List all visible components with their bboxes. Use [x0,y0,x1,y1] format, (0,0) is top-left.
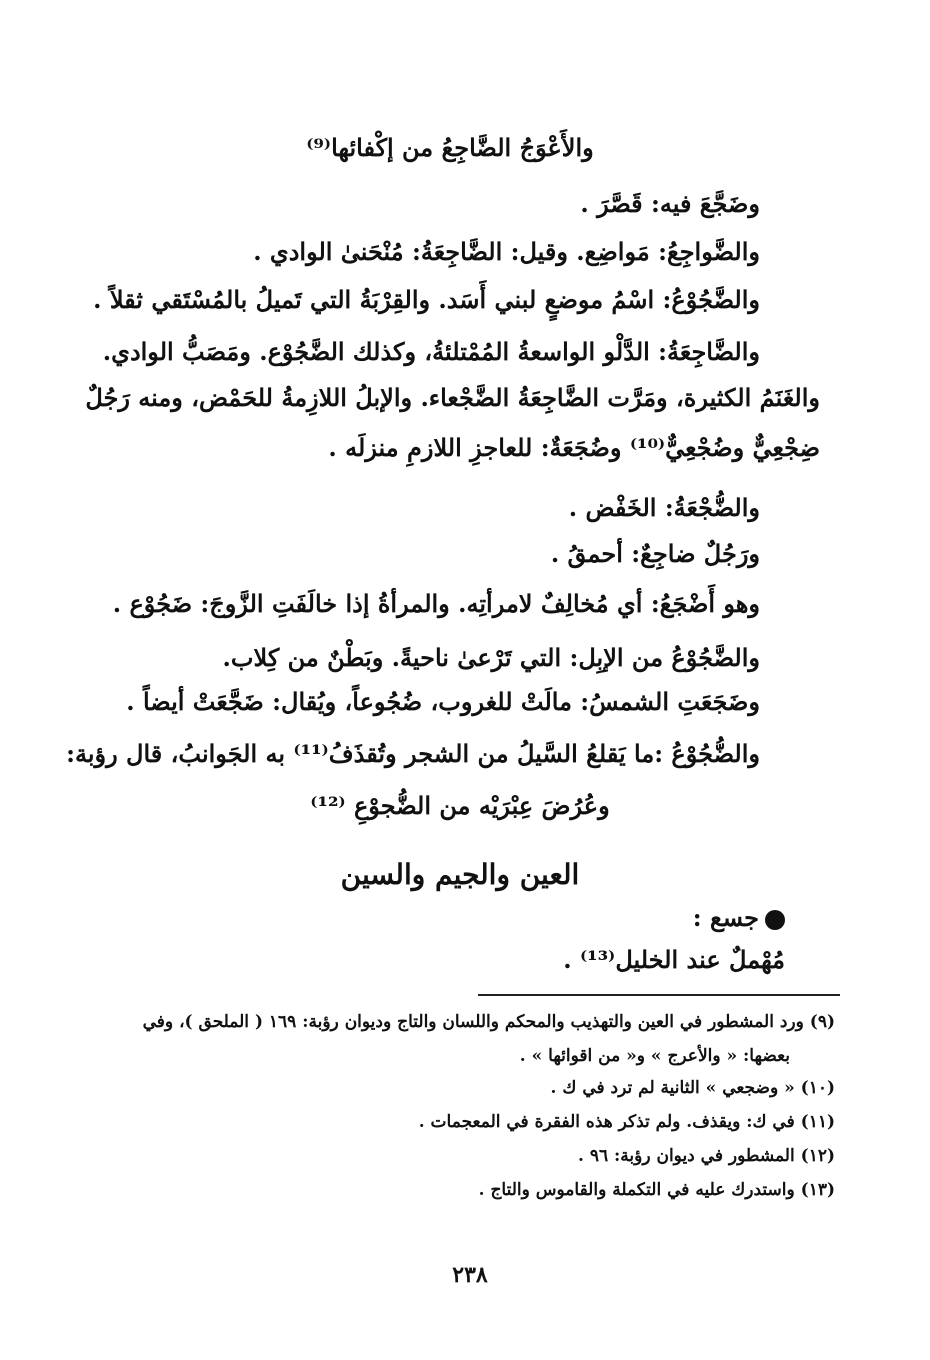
verse-line-top: والأَعْوَجُ الضَّاجِعُ من إكْفائها⁽⁹⁾ [306,133,594,162]
footnote-13: (١٣) واستدرك عليه في التكملة والقاموس والتاج . [478,1180,835,1200]
text-line-12: والضُّجُوْعُ :ما يَقلعُ السَّيلُ من الشجر وتُقذَفُ⁽¹¹⁾ به الجَوانبُ، قال رؤبة: [66,739,760,768]
text-line-11: وضَجَعَتِ الشمسُ: مالَتْ للغروب، ضُجُوعاً، ويُقال: ضَجَّعَتْ أيضاً . [126,687,760,716]
text-line-7: والضُّجْعَةُ: الخَفْض . [568,493,760,522]
section-heading: العين والجيم والسين [340,858,580,891]
footnote-divider [478,994,840,996]
footnote-10: (١٠) « وضجعي » الثانية لم ترد في ك . [550,1078,835,1098]
footnote-11: (١١) في ك: ويقذف. ولم تذكر هذه الفقرة في المعجمات . [418,1112,835,1132]
text-line-5: والغَنَمُ الكثيرة، ومَرَّت الضَّاجِعَةُ الضَّجْعاء. والإبلُ اللازِمةُ للحَمْض، ومنه رَجُلٌ [85,383,820,412]
entry-head-text: جسع : [692,903,759,932]
text-line-1: وضَجَّعَ فيه: قَصَّرَ . [580,189,760,218]
text-line-10: والضَّجُوْعُ من الإبِل: التي تَرْعىٰ ناحيةً. وبَطْنٌ من كِلاب. [222,643,760,672]
text-line-6: ضِجْعِيٌّ وضُجْعِيٌّ⁽¹⁰⁾ وضُجَعَةٌ: للعاجزِ اللازمِ منزلَه . [328,433,820,462]
text-line-2: والضَّواجِعُ: مَواضِع. وقيل: الضَّاجِعَةُ: مُنْحَنىٰ الوادي . [253,237,760,266]
page-number: ٢٣٨ [452,1262,488,1288]
footnote-9-cont: بعضها: « والأعرج » و« من اقوائها » . [519,1046,790,1066]
footnote-12: (١٢) المشطور في ديوان رؤبة: ٩٦ . [577,1146,835,1166]
text-line-9: وهو أَضْجَعُ: أي مُخالِفٌ لامرأتِه. والمرأةُ إذا خالَفَتِ الزَّوجَ: ضَجُوْع . [112,589,760,618]
bullet-icon [765,910,785,930]
text-line-4: والضَّاجِعَةُ: الدَّلْو الواسعةُ المُمْتلئةُ، وكذلك الضَّجُوْع. ومَصَبُّ الوادي. [102,337,760,366]
verse-line-bottom: وعُرُضَ عِبْرَيْه من الضُّجوْعِ ⁽¹²⁾ [310,791,610,820]
entry-body: مُهْملٌ عند الخليل⁽¹³⁾ . [563,945,785,974]
text-line-8: ورَجُلٌ ضاجِعٌ: أحمقُ . [550,539,760,568]
text-line-3: والضَّجُوْعُ: اسْمُ موضعٍ لبني أَسَد. والقِرْبَةُ التي تَميلُ بالمُسْتَقي ثقلاً . [93,285,760,314]
entry-head [693,904,785,933]
footnote-9: (٩) ورد المشطور في العين والتهذيب والمحكم واللسان والتاج وديوان رؤبة: ١٦٩ ( الملحق )، وفي [142,1012,835,1032]
